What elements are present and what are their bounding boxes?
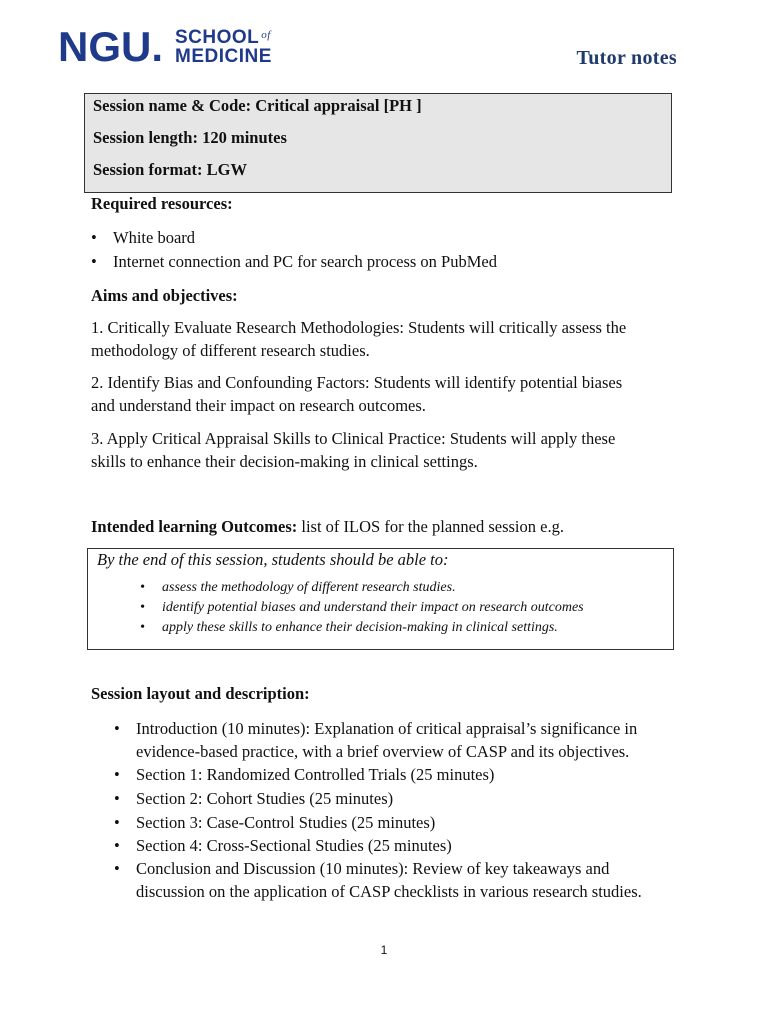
aim-3-line-2: skills to enhance their decision-making in clinical settings.	[91, 452, 478, 471]
ilo-item-label: assess the methodology of different research studies.	[162, 580, 456, 595]
aim-2-line-1: 2. Identify Bias and Confounding Factors: Students will identify potential biases	[91, 373, 623, 392]
session-name: Session name & Code: Critical appraisal [PH ]	[93, 96, 422, 115]
aim-1-line-2: methodology of different research studies.	[91, 341, 370, 360]
ilo-item-label: identify potential biases and understand their impact on research outcomes	[162, 600, 584, 615]
bullet-dot: •	[91, 228, 97, 247]
resource-item-label: Internet connection and PC for search process on PubMed	[113, 252, 497, 271]
ilos-heading-bold: Intended learning Outcomes:	[91, 517, 298, 536]
layout-item-line: Introduction (10 minutes): Explanation of critical appraisal’s significance in	[136, 719, 638, 738]
layout-heading: Session layout and description:	[91, 684, 310, 703]
layout-item-line: discussion on the application of CASP checklists in various research studies.	[136, 882, 642, 901]
ilo-item-label: apply these skills to enhance their decision-making in clinical settings.	[162, 620, 558, 635]
bullet-dot: •	[91, 252, 97, 271]
document-title: Tutor notes	[576, 47, 677, 69]
bullet-dot: •	[114, 813, 120, 832]
bullet-dot: •	[140, 580, 145, 595]
aim-2-line-2: and understand their impact on research outcomes.	[91, 396, 426, 415]
layout-item-line: Section 1: Randomized Controlled Trials (25 minutes)	[136, 765, 495, 784]
bullet-dot: •	[114, 789, 120, 808]
bullet-dot: •	[114, 719, 120, 738]
logo-medicine-word: MEDICINE	[175, 46, 272, 67]
bullet-dot: •	[114, 836, 120, 855]
ilos-heading-rest: list of ILOS for the planned session e.g.	[297, 517, 564, 536]
session-info-box	[84, 93, 672, 193]
layout-item-line: Section 4: Cross-Sectional Studies (25 minutes)	[136, 836, 452, 855]
layout-item-line: Section 2: Cohort Studies (25 minutes)	[136, 789, 394, 808]
session-format: Session format: LGW	[93, 160, 247, 179]
logo-school-word: SCHOOL	[175, 27, 260, 48]
ilos-lead: By the end of this session, students should be able to:	[97, 550, 449, 569]
logo-of-word: of	[261, 29, 271, 41]
logo-mark: NGU.	[58, 23, 163, 70]
ilos-box	[87, 548, 674, 650]
layout-item-line: Conclusion and Discussion (10 minutes): Review of key takeaways and	[136, 859, 610, 878]
bullet-dot: •	[140, 600, 145, 615]
aims-heading: Aims and objectives:	[91, 286, 238, 305]
bullet-dot: •	[114, 859, 120, 878]
session-length: Session length: 120 minutes	[93, 128, 287, 147]
resources-heading: Required resources:	[91, 194, 233, 213]
resource-item-label: White board	[113, 228, 196, 247]
aim-3-line-1: 3. Apply Critical Appraisal Skills to Clinical Practice: Students will apply these	[91, 429, 616, 448]
logo-school-name	[175, 28, 272, 66]
aim-1-line-1: 1. Critically Evaluate Research Methodologies: Students will critically assess the	[91, 318, 627, 337]
layout-item-line: Section 3: Case-Control Studies (25 minutes)	[136, 813, 436, 832]
bullet-dot: •	[114, 765, 120, 784]
ngu-logo	[58, 23, 272, 70]
page-number: 1	[380, 943, 388, 957]
ilos-heading	[91, 515, 564, 538]
layout-item-line: evidence-based practice, with a brief overview of CASP and its objectives.	[136, 742, 630, 761]
bullet-dot: •	[140, 620, 145, 635]
